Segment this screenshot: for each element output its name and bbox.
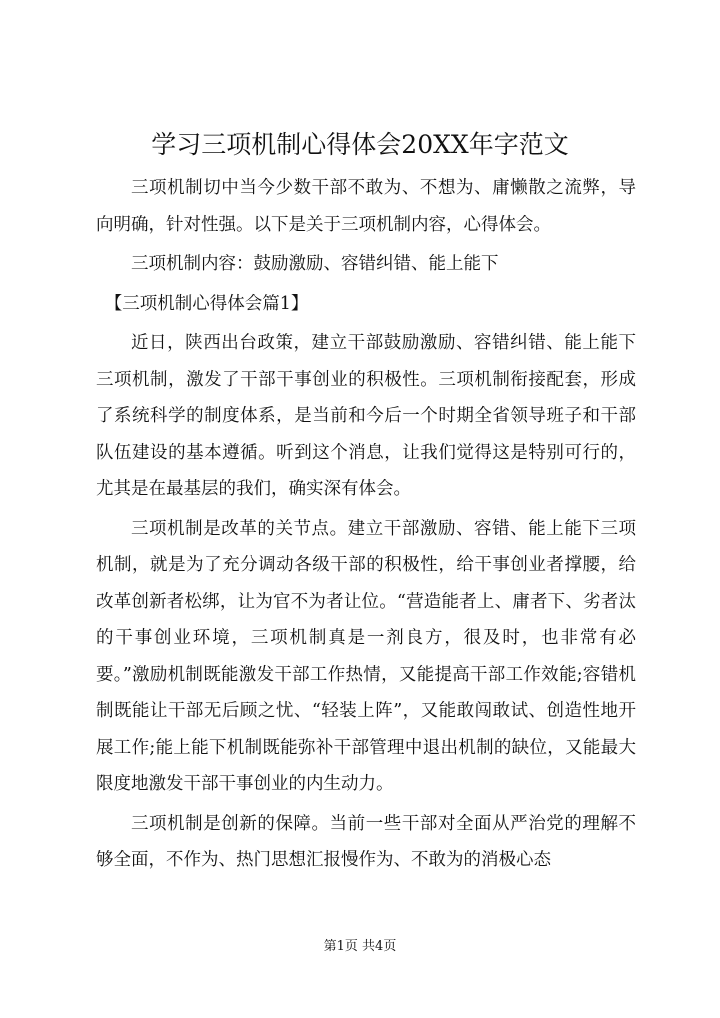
document-title: 学习三项机制心得体会20XX年字范文 <box>151 130 569 159</box>
body-paragraph: 近日，陕西出台政策，建立干部鼓励激励、容错纠错、能上能下三项机制，激发了干部干事创业的积极性。三项机制衔接配套，形成了系统科学的制度体系，是当前和今后一个时期全省领导班子和干部队伍建设的基本遵循。听到这个消息，让我们觉得这是特别可行的，尤其是在最基层的我们，确实深有体会。 <box>96 333 636 499</box>
document-body <box>96 170 636 879</box>
intro-paragraph: 三项机制切中当今少数干部不敢为、不想为、庸懒散之流弊，导向明确，针对性强。以下是关于三项机制内容，心得体会。 <box>96 178 636 235</box>
page-footer: 第1页 共4页 <box>323 939 397 954</box>
section-heading: 【三项机制心得体会篇1】 <box>104 293 309 314</box>
body-paragraph: 三项机制是创新的保障。当前一些干部对全面从严治党的理解不够全面，不作为、热门思想汇报慢作为、不敢为的消极心态 <box>96 813 636 870</box>
mechanism-content-paragraph: 三项机制内容：鼓励激励、容错纠错、能上能下 <box>131 254 499 274</box>
body-paragraph: 三项机制是改革的关节点。建立干部激励、容错、能上能下三项机制，就是为了充分调动各级干部的积极性，给干事创业者撑腰，给改革创新者松绑，让为官不为者让位。“营造能者上、庸者下、劣者汰的干事创业环境，三项机制真是一剂良方，很及时，也非常有必要。”激励机制既能激发干部工作热情，又能提高干部工作效能;容错机制既能让干部无后顾之忧、“轻装上阵”，又能敢闯敢试、创造性地开展工作;能上能下机制既能弥补干部管理中退出机制的缺位，又能最大限度地激发干部干事创业的内生动力。 <box>96 518 636 794</box>
